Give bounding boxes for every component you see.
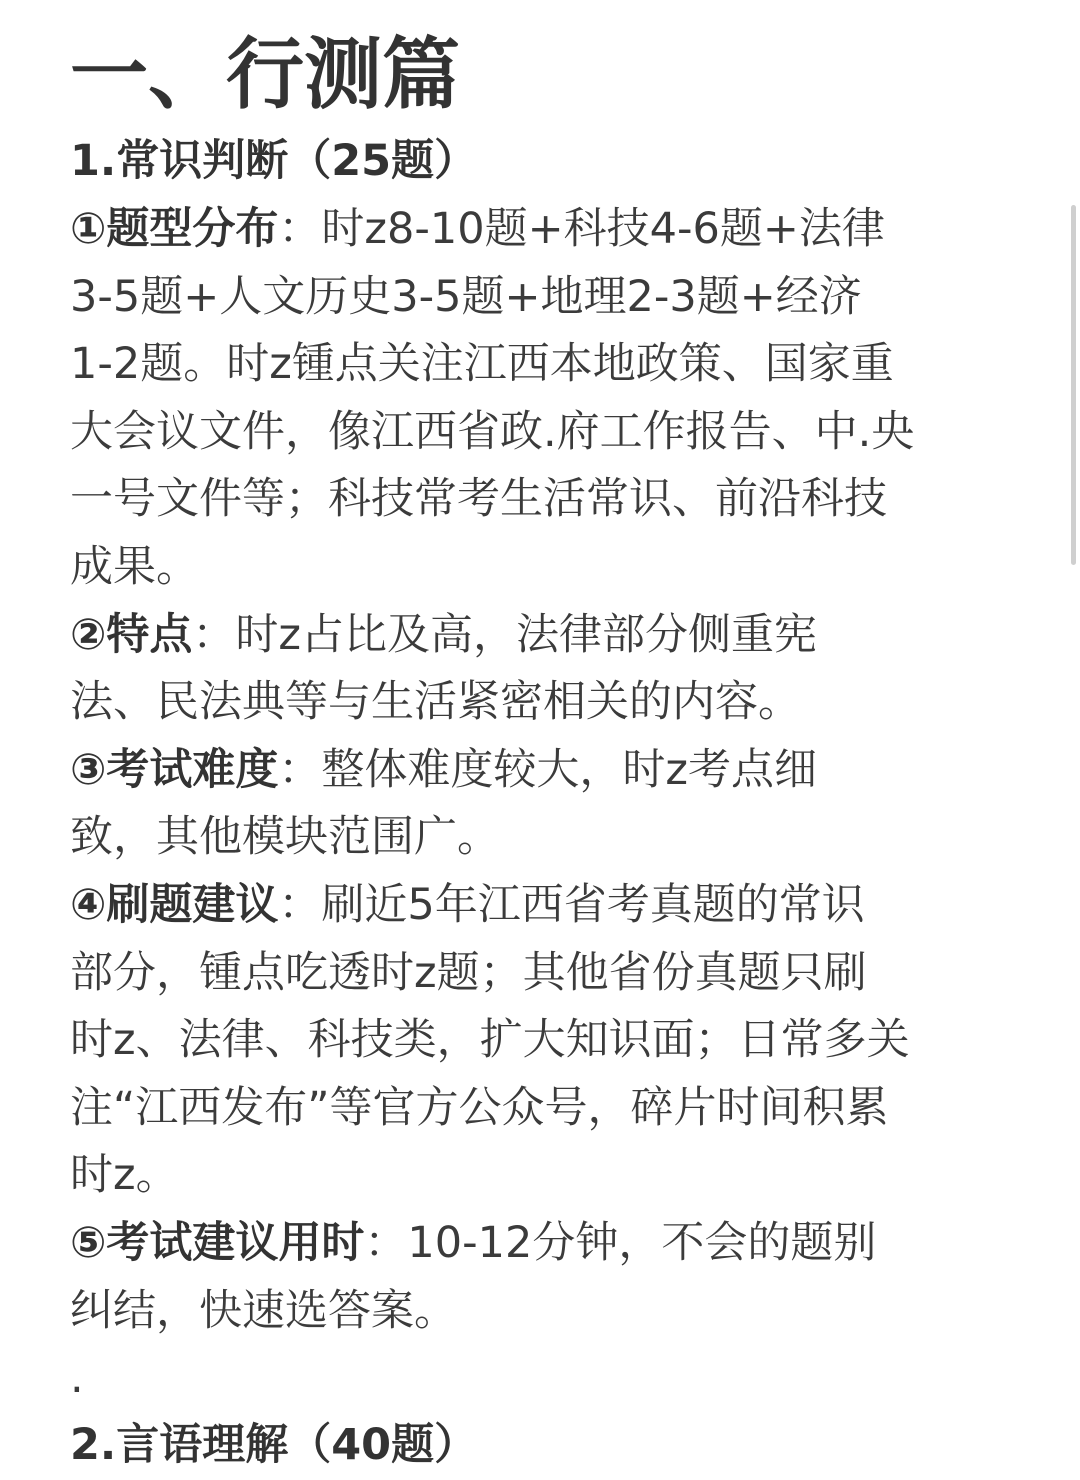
item-label: ⑤考试建议用时 <box>70 1217 365 1268</box>
item-separator: ： <box>364 1217 408 1268</box>
item-text-line: 时z、法律、科技类，扩大知识面；日常多关 <box>70 1015 910 1066</box>
item-text-line: 1-2题。时z锺点关注江西本地政策、国家重 <box>70 339 894 390</box>
item-text-line: 纠结，快速选答案。 <box>70 1285 457 1336</box>
item-separator: ： <box>192 609 236 660</box>
separator-dot: . <box>70 1353 84 1404</box>
item-text-line: 时z8-10题+科技4-6题+法律 <box>321 204 885 254</box>
item-text-line: 部分，锺点吃透时z题；其他省份真题只刷 <box>70 947 867 998</box>
item-characteristics <box>70 602 1020 737</box>
section-heading-verbal: 2.言语理解（40题） <box>70 1420 478 1471</box>
item-text-line: 10-12分钟，不会的题别 <box>407 1217 877 1268</box>
item-label: ①题型分布 <box>70 204 279 254</box>
item-separator: ： <box>278 204 322 254</box>
vertical-scrollbar[interactable] <box>1071 205 1076 565</box>
item-text-line: 时z占比及高，法律部分侧重宪 <box>235 609 817 660</box>
item-separator: ： <box>278 879 322 930</box>
item-text-line: 法、民法典等与生活紧密相关的内容。 <box>70 677 801 728</box>
item-text-line: 一号文件等；科技常考生活常识、前沿科技 <box>70 474 887 525</box>
item-text-line: 致，其他模块范围广。 <box>70 812 500 863</box>
item-difficulty <box>70 737 1020 872</box>
item-text-line: 注“江西发布”等官方公众号，碎片时间积累 <box>70 1082 889 1133</box>
item-practice-advice <box>70 872 1020 1210</box>
item-text-line: 成果。 <box>70 541 199 592</box>
item-question-distribution <box>70 196 1020 602</box>
item-text-line: 3-5题+人文历史3-5题+地理2-3题+经济 <box>70 271 862 322</box>
item-label: ②特点 <box>70 609 193 660</box>
page-title: 一、行测篇 <box>70 30 461 120</box>
item-text-line: 大会议文件，像江西省政.府工作报告、中.央 <box>70 406 915 457</box>
section-heading-common-sense: 1.常识判断（25题） <box>70 136 478 186</box>
document-body <box>70 22 1020 1480</box>
item-separator: ： <box>278 744 322 795</box>
item-label: ③考试难度 <box>70 744 279 795</box>
item-text-line: 刷近5年江西省考真题的常识 <box>321 879 865 930</box>
item-text-line: 时z。 <box>70 1150 179 1201</box>
item-time-advice <box>70 1210 1020 1345</box>
item-text-line: 整体难度较大，时z考点细 <box>321 744 817 795</box>
item-label: ④刷题建议 <box>70 879 279 930</box>
